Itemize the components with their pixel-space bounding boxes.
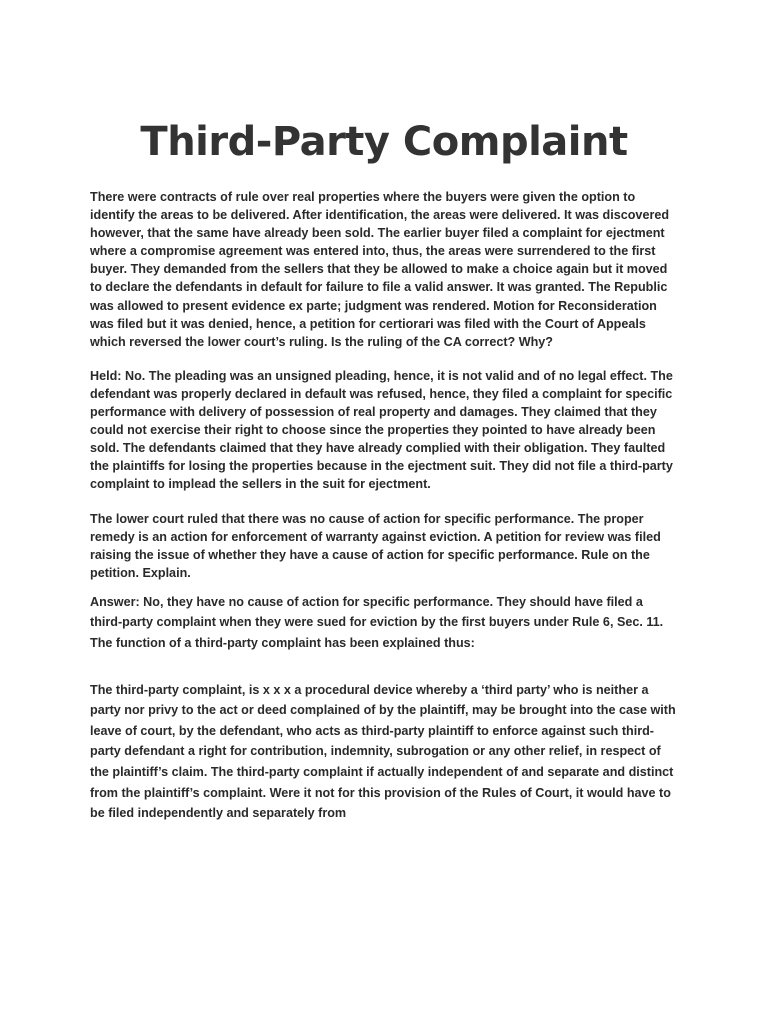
paragraph-spacer bbox=[90, 654, 678, 680]
question-paragraph: There were contracts of rule over real properties where the buyers were given the option to identify the areas to be delivered. After identification, the areas were delivered. It was discovered however, that the same have already been sold. The earlier buyer filed a complaint for ejectment where a compromise agreement was entered into, thus, the areas were surrendered to the first buyer. They demanded from the sellers that they be allowed to make a choice again but it moved to declare the defendants in default for failure to file a valid answer. It was granted. The Republic was allowed to present evidence ex parte; judgment was rendered. Motion for Reconsideration was filed but it was denied, hence, a petition for certiorari was filed with the Court of Appeals which reversed the lower court’s ruling. Is the ruling of the CA correct? Why? bbox=[90, 190, 670, 349]
answer-paragraph: Answer: No, they have no cause of action for specific performance. They should have filed a third-party complaint when they were sued for eviction by the first buyers under Rule 6, Sec. 11. The function of a third-party complaint has been explained thus: bbox=[90, 594, 664, 651]
document-title: Third-Party Complaint bbox=[140, 119, 628, 165]
paragraph-spacer bbox=[90, 494, 678, 510]
held-paragraph: Held: No. The pleading was an unsigned pleading, hence, it is not valid and of no legal effect. The defendant was properly declared in default was refused, hence, they filed a complaint for specific performance with delivery of possession of real property and damages. They claimed that they could not exercise their right to choose since the properties they pointed to have already been sold. The defendants claimed that they have already complied with their obligation. They faulted the plaintiffs for losing the properties because in the ejectment suit. They did not file a third-party complaint to implead the sellers in the suit for ejectment. bbox=[90, 368, 673, 492]
lower-court-paragraph: The lower court ruled that there was no cause of action for specific performance. The proper remedy is an action for enforcement of warranty against eviction. A petition for review was filed raising the issue of whether they have a cause of action for specific performance. Rule on the petition. Explain. bbox=[90, 511, 661, 580]
paragraph-spacer bbox=[90, 351, 678, 367]
third-party-definition-paragraph: The third-party complaint, is x x x a procedural device whereby a ‘third party’ who is neither a party nor privy to the act or deed complained of by the plaintiff, may be brought into the case with leave of court, by the defendant, who acts as third-party plaintiff to enforce against such third-party defendant a right for contribution, indemnity, subrogation or any other relief, in respect of the plaintiff’s claim. The third-party complaint if actually independent of and separate and distinct from the plaintiff’s complaint. Were it not for this provision of the Rules of Court, it would have to be filed independently and separately from bbox=[90, 682, 676, 821]
paragraph-spacer bbox=[90, 582, 678, 592]
